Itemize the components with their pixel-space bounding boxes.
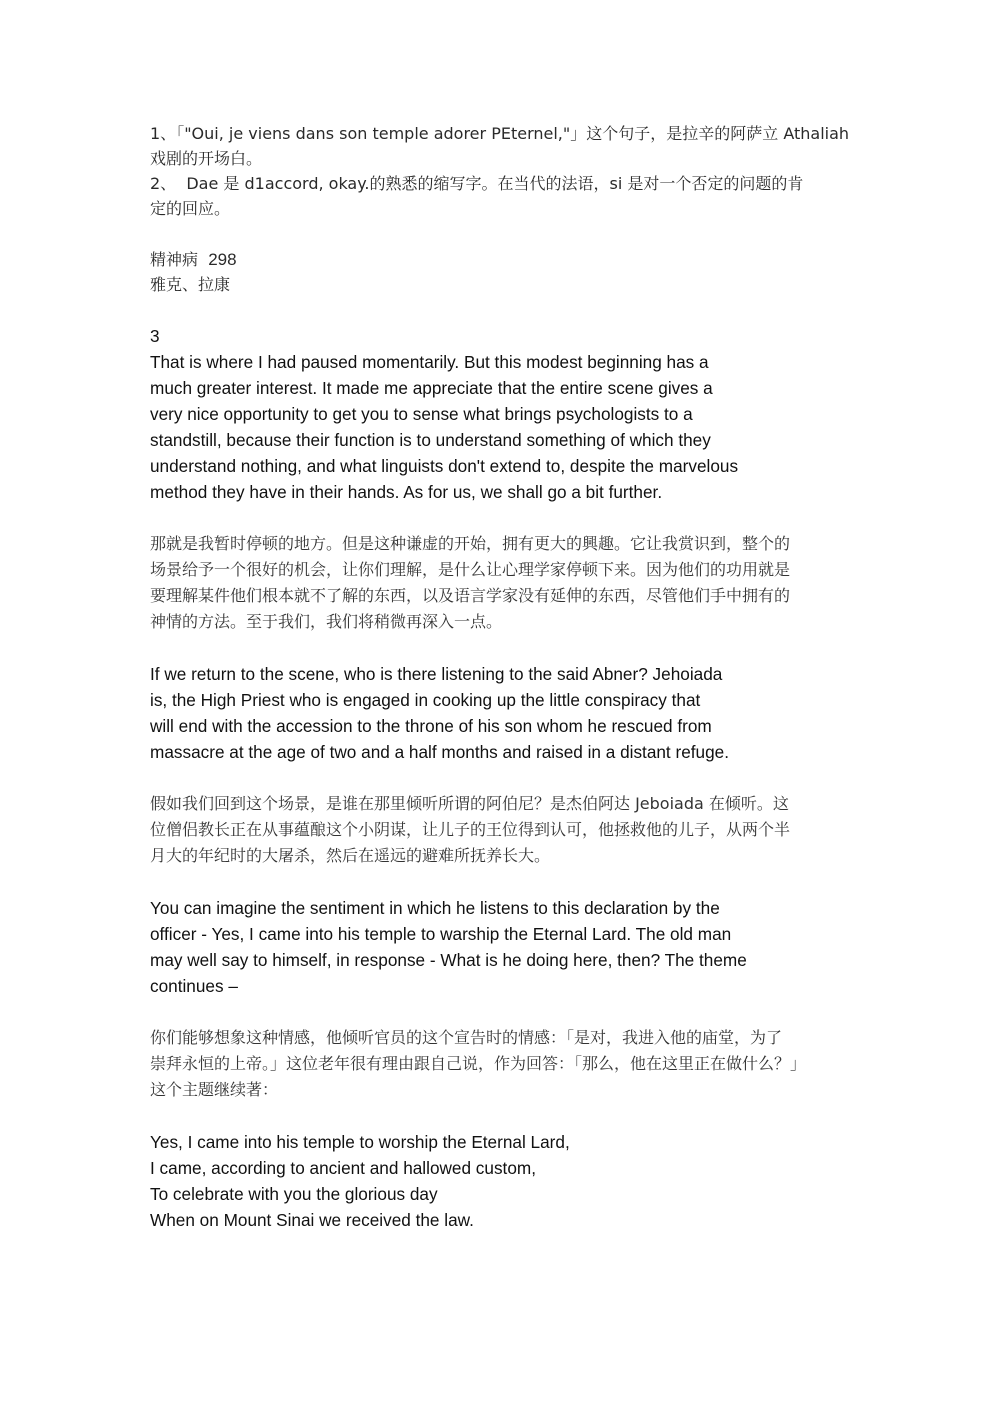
paragraph-4-verse bbox=[150, 1129, 850, 1233]
text-line: 崇拜永恒的上帝。」这位老年很有理由跟自己说，作为回答：「那么，他在这里正在做什么？」 bbox=[150, 1054, 807, 1073]
footnote-1 bbox=[150, 121, 850, 171]
footnote-2-text: Dae 是 d1accord, okay.的熟悉的缩写字。在当代的法语，si 是对一个否定的问题的肯 bbox=[186, 174, 804, 193]
text-line: You can imagine the sentiment in which he listens to this declaration by the bbox=[150, 898, 720, 918]
text-line: If we return to the scene, who is there listening to the said Abner? Jehoiada bbox=[150, 664, 723, 684]
verse-line: I came, according to ancient and hallowed custom, bbox=[150, 1158, 536, 1178]
text-line: 假如我们回到这个场景，是谁在那里倾听所谓的阿伯尼？是杰伯阿达 Jeboiada 在倾听。这 bbox=[150, 794, 789, 813]
paragraph-3-en bbox=[150, 895, 850, 999]
footnote-2 bbox=[150, 171, 850, 221]
text-line: 要理解某件他们根本就不了解的东西，以及语言学家没有延伸的东西，尽管他们手中拥有的 bbox=[150, 586, 791, 605]
page-header bbox=[150, 247, 850, 297]
text-line: 场景给予一个很好的机会，让你们理解，是什么让心理学家停顿下来。因为他们的功用就是 bbox=[150, 560, 791, 579]
text-line: 你们能够想象这种情感，他倾听官员的这个宣告时的情感：「是对，我进入他的庙堂，为了 bbox=[150, 1028, 783, 1047]
text-line: continues – bbox=[150, 976, 238, 996]
text-line: understand nothing, and what linguists don't extend to, despite the marvelous bbox=[150, 456, 739, 476]
book-title: 精神病 bbox=[150, 250, 199, 269]
footnote-2-line-2: 定的回应。 bbox=[150, 199, 231, 218]
author-name: 雅克、拉康 bbox=[150, 275, 231, 294]
text-line: much greater interest. It made me appreciate that the entire scene gives a bbox=[150, 378, 713, 398]
verse-line: To celebrate with you the glorious day bbox=[150, 1184, 438, 1204]
paragraph-2-zh bbox=[150, 791, 850, 869]
footnote-1-line-1 bbox=[150, 121, 850, 146]
verse-line: When on Mount Sinai we received the law. bbox=[150, 1210, 474, 1230]
footnote-2-marker: 2、 bbox=[150, 174, 177, 193]
document-page bbox=[150, 121, 850, 1233]
text-line: 位僧侣教长正在从事蕴酿这个小阴谋，让儿子的王位得到认可，他拯救他的儿子，从两个半 bbox=[150, 820, 791, 839]
footnote-1-line-2: 戏剧的开场白。 bbox=[150, 149, 263, 168]
paragraph-3-zh bbox=[150, 1025, 850, 1103]
page-number: 298 bbox=[208, 250, 237, 269]
text-line: standstill, because their function is to understand something of which they bbox=[150, 430, 711, 450]
page-header-title-line bbox=[150, 247, 850, 272]
text-line: officer - Yes, I came into his temple to warship the Eternal Lard. The old man bbox=[150, 924, 732, 944]
text-line: method they have in their hands. As for us, we shall go a bit further. bbox=[150, 482, 663, 502]
text-line: That is where I had paused momentarily. But this modest beginning has a bbox=[150, 352, 709, 372]
footnote-1-marker: 1、 bbox=[150, 124, 177, 143]
text-line: is, the High Priest who is engaged in cooking up the little conspiracy that bbox=[150, 690, 701, 710]
verse-line: Yes, I came into his temple to worship the Eternal Lard, bbox=[150, 1132, 570, 1152]
text-line: 月大的年纪时的大屠杀，然后在遥远的避难所抚养长大。 bbox=[150, 846, 551, 865]
text-line: may well say to himself, in response - What is he doing here, then? The theme bbox=[150, 950, 747, 970]
text-line: 这个主题继续著： bbox=[150, 1080, 279, 1099]
footnote-2-line-1 bbox=[150, 171, 850, 196]
paragraph-1-zh bbox=[150, 531, 850, 635]
footnote-1-text: 「"Oui, je viens dans son temple adorer PEternel,"」这个句子，是拉辛的阿萨立 Athaliah bbox=[176, 124, 850, 143]
text-line: 神情的方法。至于我们，我们将稍微再深入一点。 bbox=[150, 612, 503, 631]
paragraph-2-en bbox=[150, 661, 850, 765]
section-number: 3 bbox=[150, 326, 160, 346]
text-line: massacre at the age of two and a half months and raised in a distant refuge. bbox=[150, 742, 729, 762]
paragraph-1-en bbox=[150, 349, 850, 505]
text-line: will end with the accession to the throne of his son whom he rescued from bbox=[150, 716, 712, 736]
text-line: very nice opportunity to get you to sense what brings psychologists to a bbox=[150, 404, 693, 424]
text-line: 那就是我暂时停顿的地方。但是这种谦虚的开始，拥有更大的興趣。它让我赏识到，整个的 bbox=[150, 534, 791, 553]
